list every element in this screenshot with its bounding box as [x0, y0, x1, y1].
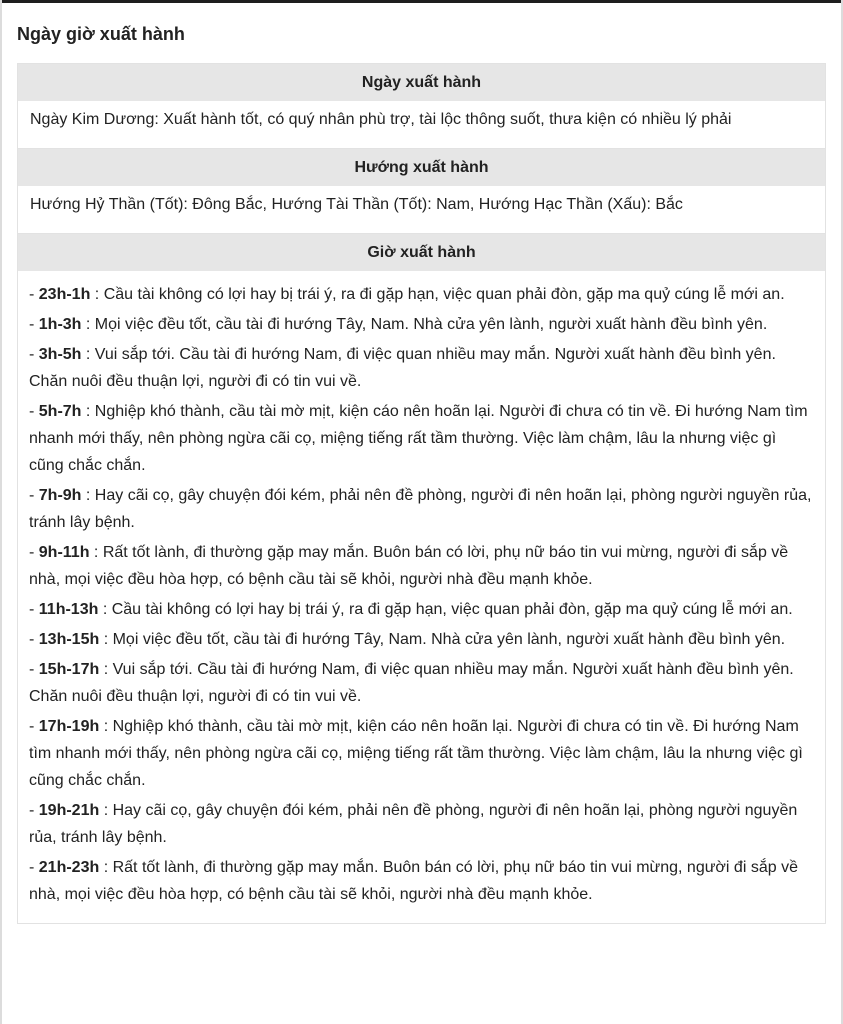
hour-range: 15h-17h [38, 661, 100, 678]
hour-description: Nghiệp khó thành, cầu tài mờ mịt, kiện cáo nên hoãn lại. Người đi chưa có tin về. Đi hướng Nam tìm nhanh mới thấy, nên phòng ngừa cãi cọ, miệng tiếng rất tầm thường. Việc làm chậm, lâu la nhưng việc gì cũng chắc chắn. [29, 718, 803, 789]
hour-description: Rất tốt lành, đi thường gặp may mắn. Buôn bán có lời, phụ nữ báo tin vui mừng, người đi sắp về nhà, mọi việc đều hòa hợp, có bệnh cầu tài sẽ khỏi, người nhà đều mạnh khỏe. [29, 859, 798, 903]
hour-description: Cầu tài không có lợi hay bị trái ý, ra đi gặp hạn, việc quan phải đòn, gặp ma quỷ cúng lễ mới an. [103, 286, 785, 303]
day-text: Ngày Kim Dương: Xuất hành tốt, có quý nhân phù trợ, tài lộc thông suốt, thưa kiện có nhiều lý phải [18, 101, 826, 149]
hour-description: Vui sắp tới. Cầu tài đi hướng Nam, đi việc quan nhiều may mắn. Người xuất hành đều bình yên. Chăn nuôi đều thuận lợi, người đi có tin vui về. [29, 661, 794, 705]
hour-item: - 1h-3h : Mọi việc đều tốt, cầu tài đi hướng Tây, Nam. Nhà cửa yên lành, người xuất hành đều bình yên. [29, 316, 768, 333]
hour-range: 23h-1h [38, 286, 91, 303]
hours-header: Giờ xuất hành [18, 234, 826, 272]
hour-description: Mọi việc đều tốt, cầu tài đi hướng Tây, Nam. Nhà cửa yên lành, người xuất hành đều bình yên. [94, 316, 768, 333]
direction-header: Hướng xuất hành [18, 149, 826, 187]
hour-range: 3h-5h [38, 346, 82, 363]
direction-text: Hướng Hỷ Thần (Tốt): Đông Bắc, Hướng Tài Thần (Tốt): Nam, Hướng Hạc Thần (Xấu): Bắc [18, 186, 826, 234]
hour-description: Hay cãi cọ, gây chuyện đói kém, phải nên đề phòng, người đi nên hoãn lại, phòng người nguyền rủa, tránh lây bệnh. [29, 487, 812, 531]
day-row [18, 101, 826, 149]
hour-range: 5h-7h [38, 403, 82, 420]
hour-item: - 13h-15h : Mọi việc đều tốt, cầu tài đi hướng Tây, Nam. Nhà cửa yên lành, người xuất hành đều bình yên. [29, 631, 786, 648]
day-header: Ngày xuất hành [18, 64, 826, 102]
hour-description: Rất tốt lành, đi thường gặp may mắn. Buôn bán có lời, phụ nữ báo tin vui mừng, người đi sắp về nhà, mọi việc đều hòa hợp, có bệnh cầu tài sẽ khỏi, người nhà đều mạnh khỏe. [29, 544, 789, 588]
direction-header-row [18, 149, 826, 187]
hour-item: - 17h-19h : Nghiệp khó thành, cầu tài mờ mịt, kiện cáo nên hoãn lại. Người đi chưa có tin về. Đi hướng Nam tìm nhanh mới thấy, nên phòng ngừa cãi cọ, miệng tiếng rất tầm thường. Việc làm chậm, lâu la nhưng việc gì cũng chắc chắn. [29, 718, 803, 789]
hour-range: 17h-19h [38, 718, 100, 735]
hour-item: - 23h-1h : Cầu tài không có lợi hay bị trái ý, ra đi gặp hạn, việc quan phải đòn, gặp ma quỷ cúng lễ mới an. [29, 286, 785, 303]
travel-info-table [17, 63, 826, 924]
hour-item: - 11h-13h : Cầu tài không có lợi hay bị trái ý, ra đi gặp hạn, việc quan phải đòn, gặp ma quỷ cúng lễ mới an. [29, 601, 793, 618]
day-header-row [18, 64, 826, 102]
hour-description: Vui sắp tới. Cầu tài đi hướng Nam, đi việc quan nhiều may mắn. Người xuất hành đều bình yên. Chăn nuôi đều thuận lợi, người đi có tin vui về. [29, 346, 776, 390]
hour-description: Nghiệp khó thành, cầu tài mờ mịt, kiện cáo nên hoãn lại. Người đi chưa có tin về. Đi hướng Nam tìm nhanh mới thấy, nên phòng ngừa cãi cọ, miệng tiếng rất tầm thường. Việc làm chậm, lâu la nhưng việc gì cũng chắc chắn. [29, 403, 808, 474]
hour-range: 11h-13h [38, 601, 99, 618]
hours-list [18, 271, 826, 924]
hour-item: - 7h-9h : Hay cãi cọ, gây chuyện đói kém, phải nên đề phòng, người đi nên hoãn lại, phòng người nguyền rủa, tránh lây bệnh. [29, 487, 812, 531]
top-border [0, 0, 843, 3]
hour-item: - 19h-21h : Hay cãi cọ, gây chuyện đói kém, phải nên đề phòng, người đi nên hoãn lại, phòng người nguyền rủa, tránh lây bệnh. [29, 802, 798, 846]
hour-item: - 15h-17h : Vui sắp tới. Cầu tài đi hướng Nam, đi việc quan nhiều may mắn. Người xuất hành đều bình yên. Chăn nuôi đều thuận lợi, người đi có tin vui về. [29, 661, 794, 705]
hour-description: Mọi việc đều tốt, cầu tài đi hướng Tây, Nam. Nhà cửa yên lành, người xuất hành đều bình yên. [112, 631, 786, 648]
hour-description: Hay cãi cọ, gây chuyện đói kém, phải nên đề phòng, người đi nên hoãn lại, phòng người nguyền rủa, tránh lây bệnh. [29, 802, 798, 846]
hour-range: 19h-21h [38, 802, 100, 819]
hour-range: 9h-11h [38, 544, 90, 561]
hour-range: 7h-9h [38, 487, 82, 504]
hour-item: - 21h-23h : Rất tốt lành, đi thường gặp may mắn. Buôn bán có lời, phụ nữ báo tin vui mừng, người đi sắp về nhà, mọi việc đều hòa hợp, có bệnh cầu tài sẽ khỏi, người nhà đều mạnh khỏe. [29, 859, 798, 903]
hour-item: - 9h-11h : Rất tốt lành, đi thường gặp may mắn. Buôn bán có lời, phụ nữ báo tin vui mừng, người đi sắp về nhà, mọi việc đều hòa hợp, có bệnh cầu tài sẽ khỏi, người nhà đều mạnh khỏe. [29, 544, 789, 588]
frame-edge-left [0, 0, 2, 1024]
hours-header-row [18, 234, 826, 272]
direction-row [18, 186, 826, 234]
hour-range: 1h-3h [38, 316, 82, 333]
hour-item: - 5h-7h : Nghiệp khó thành, cầu tài mờ mịt, kiện cáo nên hoãn lại. Người đi chưa có tin về. Đi hướng Nam tìm nhanh mới thấy, nên phòng ngừa cãi cọ, miệng tiếng rất tầm thường. Việc làm chậm, lâu la nhưng việc gì cũng chắc chắn. [29, 403, 808, 474]
hour-range: 21h-23h [38, 859, 100, 876]
hour-description: Cầu tài không có lợi hay bị trái ý, ra đi gặp hạn, việc quan phải đòn, gặp ma quỷ cúng lễ mới an. [111, 601, 793, 618]
hour-item: - 3h-5h : Vui sắp tới. Cầu tài đi hướng Nam, đi việc quan nhiều may mắn. Người xuất hành đều bình yên. Chăn nuôi đều thuận lợi, người đi có tin vui về. [29, 346, 776, 390]
section-title: Ngày giờ xuất hành [17, 24, 185, 44]
hour-range: 13h-15h [38, 631, 100, 648]
hours-row [18, 271, 826, 924]
